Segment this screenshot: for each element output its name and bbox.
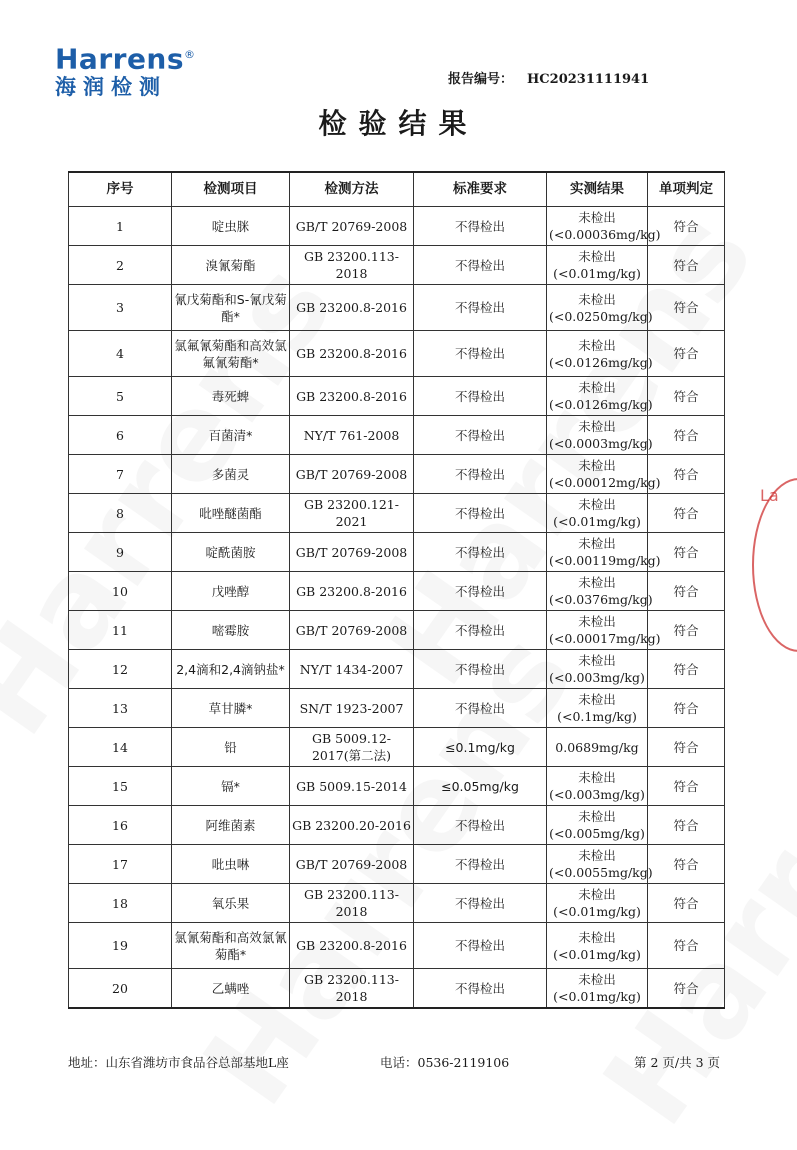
detection-limit: (<0.005mg/kg) [549,826,645,841]
cell-method: GB 23200.8-2016 [290,377,414,416]
table-row [69,246,725,285]
cell-result [547,923,648,969]
cell-result [547,207,661,246]
results-table [68,171,725,1009]
cell-result [547,689,648,728]
cell-method: GB 23200.8-2016 [290,923,414,969]
cell-item: 多菌灵 [172,455,290,494]
table-row [69,207,725,246]
header-judgement: 单项判定 [648,172,725,207]
cell-no: 1 [69,207,172,246]
table-row [69,689,725,728]
cell-method: GB 5009.15-2014 [290,767,414,806]
result-value: 未检出 [578,291,616,307]
cell-standard: 不得检出 [414,845,547,884]
cell-item: 阿维菌素 [172,806,290,845]
result-value: 未检出 [578,653,616,668]
cell-standard: 不得检出 [414,285,547,331]
result-value: 未检出 [578,210,616,225]
cell-standard: 不得检出 [414,207,547,246]
header-method: 检测方法 [290,172,414,207]
cell-judgement: 符合 [648,572,725,611]
cell-result [547,246,648,285]
cell-result [547,728,648,767]
cell-judgement: 符合 [648,416,725,455]
cell-method: GB 5009.12-2017(第二法) [290,728,414,767]
cell-method: SN/T 1923-2007 [290,689,414,728]
cell-method: GB/T 20769-2008 [290,845,414,884]
cell-item: 吡虫啉 [172,845,290,884]
cell-no: 16 [69,806,172,845]
table-row [69,923,725,969]
cell-no: 17 [69,845,172,884]
cell-method: GB 23200.113-2018 [290,969,414,1009]
table-row [69,331,725,377]
cell-item: 氧乐果 [172,884,290,923]
page-title: 检验结果 [318,107,479,140]
cell-item: 戊唑醇 [172,572,290,611]
detection-limit: (<0.00119mg/kg) [549,553,661,568]
cell-method: GB 23200.113-2018 [290,884,414,923]
table-row [69,416,725,455]
cell-item: 溴氰菊酯 [172,246,290,285]
cell-item: 吡唑醚菌酯 [172,494,290,533]
detection-limit: (<0.00017mg/kg) [549,631,661,646]
table-row [69,285,725,331]
cell-judgement: 符合 [648,331,725,377]
table-row [69,728,725,767]
cell-method: GB 23200.8-2016 [290,572,414,611]
result-value: 未检出 [578,692,616,707]
table-row [69,377,725,416]
detection-limit: (<0.003mg/kg) [549,670,645,685]
detection-limit: (<0.01mg/kg) [553,266,641,281]
cell-method: GB 23200.8-2016 [290,285,414,331]
cell-no: 2 [69,246,172,285]
cell-no: 20 [69,969,172,1009]
cell-no: 13 [69,689,172,728]
cell-standard: 不得检出 [414,572,547,611]
cell-judgement: 符合 [648,767,725,806]
report-number [448,68,649,87]
cell-standard: 不得检出 [414,246,547,285]
cell-method: GB/T 20769-2008 [290,207,414,246]
detection-limit: (<0.0055mg/kg) [549,865,653,880]
cell-method: NY/T 761-2008 [290,416,414,455]
cell-judgement: 符合 [648,969,725,1009]
detection-limit: (<0.01mg/kg) [553,989,641,1004]
cell-no: 15 [69,767,172,806]
cell-method: GB/T 20769-2008 [290,611,414,650]
cell-item: 草甘膦* [172,689,290,728]
cell-item: 百菌清* [172,416,290,455]
cell-judgement: 符合 [648,611,725,650]
cell-result [547,611,661,650]
result-value: 未检出 [578,848,616,863]
header-item: 检测项目 [172,172,290,207]
cell-judgement: 符合 [648,650,725,689]
result-value: 未检出 [578,249,616,264]
cell-no: 4 [69,331,172,377]
cell-standard: 不得检出 [414,377,547,416]
header-result: 实测结果 [547,172,648,207]
cell-judgement: 符合 [648,845,725,884]
table-row [69,455,725,494]
cell-result [547,533,661,572]
cell-method: GB/T 20769-2008 [290,455,414,494]
result-value: 未检出 [578,380,616,395]
result-value: 未检出 [578,419,616,434]
registered-mark: ® [184,48,196,61]
cell-result [547,331,653,377]
cell-standard: 不得检出 [414,494,547,533]
cell-standard: 不得检出 [414,416,547,455]
cell-result [547,767,648,806]
cell-result [547,884,648,923]
cell-result [547,572,653,611]
cell-result [547,969,648,1009]
cell-no: 3 [69,285,172,331]
result-value: 未检出 [578,497,616,512]
cell-item: 毒死蜱 [172,377,290,416]
result-value: 未检出 [578,972,616,987]
cell-standard: 不得检出 [414,650,547,689]
cell-method: GB 23200.113-2018 [290,246,414,285]
cell-item: 嘧霉胺 [172,611,290,650]
detection-limit: (<0.0003mg/kg) [549,436,653,451]
cell-judgement: 符合 [648,455,725,494]
cell-no: 12 [69,650,172,689]
footer-page-number: 第 2 页/共 3 页 [634,1055,721,1070]
detection-limit: (<0.01mg/kg) [553,514,641,529]
cell-standard: ≤0.1mg/kg [414,728,547,767]
cell-result [547,285,653,331]
result-value: 未检出 [578,458,616,473]
cell-no: 7 [69,455,172,494]
result-value: 未检出 [578,770,616,785]
cell-item: 啶虫脒 [172,207,290,246]
cell-result [547,650,648,689]
cell-no: 9 [69,533,172,572]
cell-no: 10 [69,572,172,611]
cell-item: 铅 [172,728,290,767]
detection-limit: (<0.01mg/kg) [553,946,641,962]
cell-judgement: 符合 [648,246,725,285]
cell-result [547,377,653,416]
cell-result [547,806,648,845]
table-row [69,611,725,650]
cell-result [547,455,661,494]
header-no: 序号 [69,172,172,207]
detection-limit: (<0.01mg/kg) [553,904,641,919]
cell-judgement: 符合 [648,689,725,728]
result-value: 0.0689mg/kg [555,739,639,755]
cell-judgement: 符合 [648,494,725,533]
cell-standard: 不得检出 [414,455,547,494]
table-row [69,969,725,1009]
detection-limit: (<0.1mg/kg) [557,709,637,724]
cell-standard: 不得检出 [414,611,547,650]
cell-item: 氯氰菊酯和高效氯氰菊酯* [172,923,290,969]
detection-limit: (<0.0126mg/kg) [549,397,653,412]
header-standard: 标准要求 [414,172,547,207]
logo-chinese: 海润检测 [55,75,167,100]
cell-method: GB/T 20769-2008 [290,533,414,572]
report-number-label: 报告编号： [448,72,514,87]
cell-result [547,845,653,884]
cell-judgement: 符合 [648,207,725,246]
detection-limit: (<0.0250mg/kg) [549,308,653,324]
result-value: 未检出 [578,887,616,902]
seal-text: La [760,486,779,505]
cell-judgement: 符合 [648,923,725,969]
footer-phone: 电话：0536-2119106 [380,1055,510,1070]
cell-standard: 不得检出 [414,533,547,572]
cell-method: NY/T 1434-2007 [290,650,414,689]
table-row [69,533,725,572]
table-row [69,650,725,689]
cell-standard: 不得检出 [414,806,547,845]
cell-method: GB 23200.20-2016 [290,806,414,845]
result-value: 未检出 [578,929,616,945]
logo-english: Harrens [55,42,185,76]
cell-judgement: 符合 [648,285,725,331]
cell-result [547,416,653,455]
cell-standard: ≤0.05mg/kg [414,767,547,806]
table-row [69,494,725,533]
cell-item: 氯氟氰菊酯和高效氯氟氰菊酯* [172,331,290,377]
cell-standard: 不得检出 [414,884,547,923]
table-row [69,767,725,806]
result-value: 未检出 [578,337,616,353]
cell-standard: 不得检出 [414,969,547,1009]
table-row [69,806,725,845]
table-row [69,572,725,611]
cell-standard: 不得检出 [414,331,547,377]
cell-no: 6 [69,416,172,455]
cell-standard: 不得检出 [414,689,547,728]
cell-no: 5 [69,377,172,416]
detection-limit: (<0.0126mg/kg) [549,354,653,370]
cell-item: 乙螨唑 [172,969,290,1009]
table-row [69,845,725,884]
cell-item: 啶酰菌胺 [172,533,290,572]
detection-limit: (<0.003mg/kg) [549,787,645,802]
cell-item: 2,4滴和2,4滴钠盐* [172,650,290,689]
cell-no: 8 [69,494,172,533]
cell-item: 镉* [172,767,290,806]
footer-address: 地址：山东省潍坊市食品谷总部基地L座 [68,1055,289,1070]
cell-standard: 不得检出 [414,923,547,969]
cell-judgement: 符合 [648,806,725,845]
cell-no: 14 [69,728,172,767]
cell-judgement: 符合 [648,377,725,416]
result-value: 未检出 [578,536,616,551]
report-number-value: HC20231111941 [527,72,650,87]
result-value: 未检出 [578,575,616,590]
result-value: 未检出 [578,809,616,824]
cell-result [547,494,648,533]
company-logo [55,40,196,100]
cell-method: GB 23200.8-2016 [290,331,414,377]
cell-no: 18 [69,884,172,923]
detection-limit: (<0.00012mg/kg) [549,475,661,490]
result-value: 未检出 [578,614,616,629]
cell-no: 19 [69,923,172,969]
cell-item: 氰戊菊酯和S-氰戊菊酯* [172,285,290,331]
cell-judgement: 符合 [648,533,725,572]
cell-no: 11 [69,611,172,650]
table-row [69,884,725,923]
detection-limit: (<0.0376mg/kg) [549,592,653,607]
cell-judgement: 符合 [648,728,725,767]
cell-judgement: 符合 [648,884,725,923]
table-header-row [69,172,725,207]
cell-method: GB 23200.121-2021 [290,494,414,533]
detection-limit: (<0.00036mg/kg) [549,227,661,242]
